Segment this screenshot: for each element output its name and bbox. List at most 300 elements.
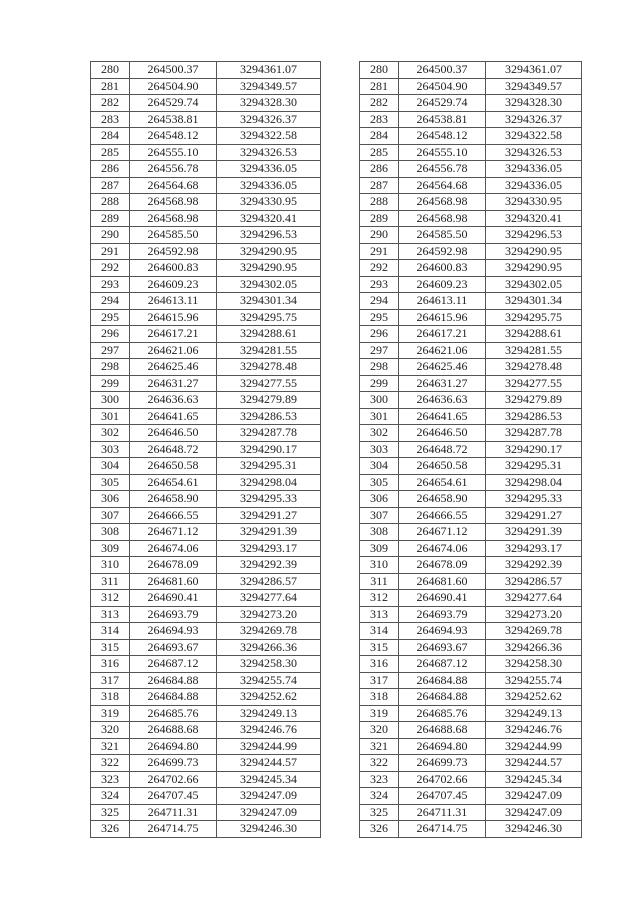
point-number-cell: 315: [91, 639, 130, 656]
y-coordinate-cell: 3294288.61: [217, 326, 321, 343]
y-coordinate-cell: 3294281.55: [486, 342, 582, 359]
x-coordinate-cell: 264617.21: [130, 326, 217, 343]
table-row: [91, 557, 321, 574]
point-number-cell: 313: [360, 606, 399, 623]
table-row: [360, 788, 582, 805]
x-coordinate-cell: 264592.98: [130, 243, 217, 260]
table-row: [91, 161, 321, 178]
y-coordinate-cell: 3294298.04: [486, 474, 582, 491]
table-row: [360, 771, 582, 788]
y-coordinate-cell: 3294301.34: [217, 293, 321, 310]
table-row: [91, 78, 321, 95]
table-row: [360, 590, 582, 607]
x-coordinate-cell: 264641.65: [399, 408, 486, 425]
point-number-cell: 324: [360, 788, 399, 805]
point-number-cell: 305: [91, 474, 130, 491]
table-row: [91, 755, 321, 772]
table-row: [91, 144, 321, 161]
point-number-cell: 308: [360, 524, 399, 541]
x-coordinate-cell: 264711.31: [399, 804, 486, 821]
y-coordinate-cell: 3294322.58: [486, 128, 582, 145]
point-number-cell: 304: [91, 458, 130, 475]
x-coordinate-cell: 264650.58: [130, 458, 217, 475]
table-row: [91, 590, 321, 607]
y-coordinate-cell: 3294290.17: [486, 441, 582, 458]
y-coordinate-cell: 3294291.27: [217, 507, 321, 524]
table-row: [91, 656, 321, 673]
table-row: [360, 177, 582, 194]
table-row: [91, 821, 321, 838]
y-coordinate-cell: 3294252.62: [217, 689, 321, 706]
y-coordinate-cell: 3294286.53: [217, 408, 321, 425]
table-row: [91, 606, 321, 623]
point-number-cell: 286: [91, 161, 130, 178]
table-row: [360, 722, 582, 739]
x-coordinate-cell: 264711.31: [130, 804, 217, 821]
table-row: [91, 722, 321, 739]
point-number-cell: 306: [360, 491, 399, 508]
point-number-cell: 285: [91, 144, 130, 161]
table-row: [91, 788, 321, 805]
x-coordinate-cell: 264585.50: [399, 227, 486, 244]
table-row: [91, 260, 321, 277]
y-coordinate-cell: 3294322.58: [217, 128, 321, 145]
table-row: [360, 62, 582, 79]
y-coordinate-cell: 3294302.05: [486, 276, 582, 293]
table-row: [360, 375, 582, 392]
x-coordinate-cell: 264681.60: [399, 573, 486, 590]
x-coordinate-cell: 264609.23: [399, 276, 486, 293]
y-coordinate-cell: 3294247.09: [486, 804, 582, 821]
point-number-cell: 299: [91, 375, 130, 392]
x-coordinate-cell: 264658.90: [399, 491, 486, 508]
coordinate-table-right: [359, 61, 582, 838]
coordinate-table-right-body: [360, 62, 582, 838]
x-coordinate-cell: 264625.46: [130, 359, 217, 376]
table-row: [360, 408, 582, 425]
point-number-cell: 326: [360, 821, 399, 838]
table-row: [91, 227, 321, 244]
point-number-cell: 311: [360, 573, 399, 590]
x-coordinate-cell: 264666.55: [399, 507, 486, 524]
table-row: [360, 540, 582, 557]
point-number-cell: 313: [91, 606, 130, 623]
table-row: [91, 738, 321, 755]
point-number-cell: 312: [91, 590, 130, 607]
x-coordinate-cell: 264615.96: [130, 309, 217, 326]
table-row: [360, 672, 582, 689]
point-number-cell: 300: [360, 392, 399, 409]
y-coordinate-cell: 3294336.05: [217, 161, 321, 178]
table-row: [360, 755, 582, 772]
x-coordinate-cell: 264694.93: [399, 623, 486, 640]
point-number-cell: 282: [360, 95, 399, 112]
table-row: [91, 177, 321, 194]
point-number-cell: 307: [360, 507, 399, 524]
table-row: [91, 276, 321, 293]
y-coordinate-cell: 3294326.37: [486, 111, 582, 128]
x-coordinate-cell: 264568.98: [399, 194, 486, 211]
y-coordinate-cell: 3294298.04: [217, 474, 321, 491]
y-coordinate-cell: 3294302.05: [217, 276, 321, 293]
x-coordinate-cell: 264556.78: [399, 161, 486, 178]
point-number-cell: 325: [360, 804, 399, 821]
x-coordinate-cell: 264666.55: [130, 507, 217, 524]
x-coordinate-cell: 264538.81: [399, 111, 486, 128]
point-number-cell: 306: [91, 491, 130, 508]
x-coordinate-cell: 264617.21: [399, 326, 486, 343]
point-number-cell: 292: [360, 260, 399, 277]
point-number-cell: 316: [91, 656, 130, 673]
coordinate-table-left-body: [91, 62, 321, 838]
y-coordinate-cell: 3294330.95: [217, 194, 321, 211]
table-row: [91, 111, 321, 128]
x-coordinate-cell: 264548.12: [130, 128, 217, 145]
point-number-cell: 305: [360, 474, 399, 491]
table-row: [360, 276, 582, 293]
point-number-cell: 311: [91, 573, 130, 590]
point-number-cell: 319: [91, 705, 130, 722]
table-row: [91, 392, 321, 409]
y-coordinate-cell: 3294287.78: [486, 425, 582, 442]
point-number-cell: 316: [360, 656, 399, 673]
y-coordinate-cell: 3294249.13: [486, 705, 582, 722]
table-row: [91, 524, 321, 541]
x-coordinate-cell: 264671.12: [399, 524, 486, 541]
point-number-cell: 304: [360, 458, 399, 475]
x-coordinate-cell: 264674.06: [130, 540, 217, 557]
point-number-cell: 292: [91, 260, 130, 277]
y-coordinate-cell: 3294295.75: [486, 309, 582, 326]
x-coordinate-cell: 264693.67: [399, 639, 486, 656]
x-coordinate-cell: 264658.90: [130, 491, 217, 508]
point-number-cell: 280: [91, 62, 130, 79]
point-number-cell: 312: [360, 590, 399, 607]
y-coordinate-cell: 3294246.30: [217, 821, 321, 838]
y-coordinate-cell: 3294252.62: [486, 689, 582, 706]
x-coordinate-cell: 264529.74: [399, 95, 486, 112]
table-row: [360, 573, 582, 590]
y-coordinate-cell: 3294245.34: [486, 771, 582, 788]
x-coordinate-cell: 264687.12: [399, 656, 486, 673]
table-row: [360, 342, 582, 359]
y-coordinate-cell: 3294291.39: [217, 524, 321, 541]
y-coordinate-cell: 3294295.33: [486, 491, 582, 508]
point-number-cell: 302: [360, 425, 399, 442]
table-row: [360, 260, 582, 277]
y-coordinate-cell: 3294296.53: [486, 227, 582, 244]
point-number-cell: 293: [360, 276, 399, 293]
table-row: [91, 804, 321, 821]
point-number-cell: 291: [360, 243, 399, 260]
y-coordinate-cell: 3294286.57: [486, 573, 582, 590]
x-coordinate-cell: 264685.76: [399, 705, 486, 722]
x-coordinate-cell: 264500.37: [399, 62, 486, 79]
table-row: [360, 606, 582, 623]
table-row: [360, 359, 582, 376]
table-row: [91, 194, 321, 211]
point-number-cell: 323: [360, 771, 399, 788]
x-coordinate-cell: 264636.63: [399, 392, 486, 409]
table-row: [360, 210, 582, 227]
y-coordinate-cell: 3294247.09: [217, 788, 321, 805]
table-row: [360, 738, 582, 755]
table-row: [360, 474, 582, 491]
table-row: [360, 821, 582, 838]
x-coordinate-cell: 264538.81: [130, 111, 217, 128]
point-number-cell: 302: [91, 425, 130, 442]
table-row: [91, 573, 321, 590]
table-row: [360, 441, 582, 458]
table-row: [360, 656, 582, 673]
point-number-cell: 318: [360, 689, 399, 706]
x-coordinate-cell: 264688.68: [130, 722, 217, 739]
point-number-cell: 295: [91, 309, 130, 326]
x-coordinate-cell: 264702.66: [399, 771, 486, 788]
y-coordinate-cell: 3294290.17: [217, 441, 321, 458]
y-coordinate-cell: 3294295.75: [217, 309, 321, 326]
y-coordinate-cell: 3294291.39: [486, 524, 582, 541]
point-number-cell: 283: [91, 111, 130, 128]
x-coordinate-cell: 264694.80: [130, 738, 217, 755]
x-coordinate-cell: 264500.37: [130, 62, 217, 79]
point-number-cell: 320: [360, 722, 399, 739]
point-number-cell: 307: [91, 507, 130, 524]
point-number-cell: 317: [360, 672, 399, 689]
x-coordinate-cell: 264654.61: [130, 474, 217, 491]
y-coordinate-cell: 3294361.07: [486, 62, 582, 79]
table-row: [91, 408, 321, 425]
point-number-cell: 321: [360, 738, 399, 755]
x-coordinate-cell: 264504.90: [130, 78, 217, 95]
y-coordinate-cell: 3294336.05: [217, 177, 321, 194]
point-number-cell: 289: [91, 210, 130, 227]
y-coordinate-cell: 3294326.37: [217, 111, 321, 128]
y-coordinate-cell: 3294296.53: [217, 227, 321, 244]
point-number-cell: 293: [91, 276, 130, 293]
table-row: [360, 194, 582, 211]
point-number-cell: 301: [360, 408, 399, 425]
point-number-cell: 325: [91, 804, 130, 821]
point-number-cell: 291: [91, 243, 130, 260]
y-coordinate-cell: 3294277.55: [217, 375, 321, 392]
y-coordinate-cell: 3294320.41: [217, 210, 321, 227]
point-number-cell: 315: [360, 639, 399, 656]
x-coordinate-cell: 264646.50: [399, 425, 486, 442]
table-row: [91, 425, 321, 442]
x-coordinate-cell: 264707.45: [399, 788, 486, 805]
y-coordinate-cell: 3294290.95: [486, 260, 582, 277]
table-row: [91, 771, 321, 788]
y-coordinate-cell: 3294279.89: [486, 392, 582, 409]
y-coordinate-cell: 3294258.30: [217, 656, 321, 673]
coordinate-table-left: [90, 61, 321, 838]
x-coordinate-cell: 264621.06: [399, 342, 486, 359]
point-number-cell: 310: [360, 557, 399, 574]
point-number-cell: 317: [91, 672, 130, 689]
point-number-cell: 300: [91, 392, 130, 409]
x-coordinate-cell: 264654.61: [399, 474, 486, 491]
point-number-cell: 319: [360, 705, 399, 722]
x-coordinate-cell: 264702.66: [130, 771, 217, 788]
table-row: [360, 557, 582, 574]
table-row: [360, 804, 582, 821]
table-row: [91, 474, 321, 491]
y-coordinate-cell: 3294249.13: [217, 705, 321, 722]
point-number-cell: 287: [91, 177, 130, 194]
table-row: [91, 458, 321, 475]
x-coordinate-cell: 264613.11: [130, 293, 217, 310]
x-coordinate-cell: 264609.23: [130, 276, 217, 293]
table-row: [91, 128, 321, 145]
table-row: [91, 359, 321, 376]
y-coordinate-cell: 3294290.95: [486, 243, 582, 260]
x-coordinate-cell: 264568.98: [130, 210, 217, 227]
x-coordinate-cell: 264636.63: [130, 392, 217, 409]
point-number-cell: 281: [360, 78, 399, 95]
y-coordinate-cell: 3294247.09: [217, 804, 321, 821]
x-coordinate-cell: 264707.45: [130, 788, 217, 805]
point-number-cell: 314: [360, 623, 399, 640]
table-row: [360, 705, 582, 722]
point-number-cell: 322: [91, 755, 130, 772]
x-coordinate-cell: 264592.98: [399, 243, 486, 260]
point-number-cell: 323: [91, 771, 130, 788]
x-coordinate-cell: 264699.73: [130, 755, 217, 772]
x-coordinate-cell: 264568.98: [130, 194, 217, 211]
point-number-cell: 303: [91, 441, 130, 458]
y-coordinate-cell: 3294326.53: [486, 144, 582, 161]
table-row: [360, 507, 582, 524]
point-number-cell: 280: [360, 62, 399, 79]
table-row: [360, 689, 582, 706]
table-row: [91, 639, 321, 656]
y-coordinate-cell: 3294328.30: [217, 95, 321, 112]
y-coordinate-cell: 3294320.41: [486, 210, 582, 227]
x-coordinate-cell: 264621.06: [130, 342, 217, 359]
x-coordinate-cell: 264504.90: [399, 78, 486, 95]
table-row: [91, 689, 321, 706]
point-number-cell: 296: [91, 326, 130, 343]
y-coordinate-cell: 3294244.99: [486, 738, 582, 755]
y-coordinate-cell: 3294281.55: [217, 342, 321, 359]
x-coordinate-cell: 264684.88: [399, 672, 486, 689]
y-coordinate-cell: 3294295.31: [217, 458, 321, 475]
y-coordinate-cell: 3294326.53: [217, 144, 321, 161]
table-row: [360, 95, 582, 112]
point-number-cell: 314: [91, 623, 130, 640]
x-coordinate-cell: 264555.10: [399, 144, 486, 161]
x-coordinate-cell: 264684.88: [399, 689, 486, 706]
x-coordinate-cell: 264615.96: [399, 309, 486, 326]
x-coordinate-cell: 264693.67: [130, 639, 217, 656]
y-coordinate-cell: 3294286.57: [217, 573, 321, 590]
x-coordinate-cell: 264714.75: [399, 821, 486, 838]
y-coordinate-cell: 3294269.78: [217, 623, 321, 640]
table-row: [360, 623, 582, 640]
x-coordinate-cell: 264555.10: [130, 144, 217, 161]
y-coordinate-cell: 3294277.64: [217, 590, 321, 607]
y-coordinate-cell: 3294246.76: [217, 722, 321, 739]
x-coordinate-cell: 264568.98: [399, 210, 486, 227]
point-number-cell: 298: [91, 359, 130, 376]
point-number-cell: 288: [91, 194, 130, 211]
point-number-cell: 324: [91, 788, 130, 805]
table-row: [360, 458, 582, 475]
x-coordinate-cell: 264687.12: [130, 656, 217, 673]
table-row: [360, 491, 582, 508]
x-coordinate-cell: 264600.83: [399, 260, 486, 277]
table-row: [91, 540, 321, 557]
x-coordinate-cell: 264600.83: [130, 260, 217, 277]
x-coordinate-cell: 264556.78: [130, 161, 217, 178]
y-coordinate-cell: 3294246.30: [486, 821, 582, 838]
y-coordinate-cell: 3294273.20: [217, 606, 321, 623]
y-coordinate-cell: 3294273.20: [486, 606, 582, 623]
y-coordinate-cell: 3294292.39: [486, 557, 582, 574]
y-coordinate-cell: 3294287.78: [217, 425, 321, 442]
x-coordinate-cell: 264694.80: [399, 738, 486, 755]
y-coordinate-cell: 3294301.34: [486, 293, 582, 310]
point-number-cell: 326: [91, 821, 130, 838]
x-coordinate-cell: 264684.88: [130, 689, 217, 706]
point-number-cell: 298: [360, 359, 399, 376]
x-coordinate-cell: 264631.27: [130, 375, 217, 392]
x-coordinate-cell: 264650.58: [399, 458, 486, 475]
y-coordinate-cell: 3294290.95: [217, 243, 321, 260]
y-coordinate-cell: 3294244.57: [486, 755, 582, 772]
point-number-cell: 283: [360, 111, 399, 128]
x-coordinate-cell: 264714.75: [130, 821, 217, 838]
x-coordinate-cell: 264678.09: [399, 557, 486, 574]
y-coordinate-cell: 3294278.48: [486, 359, 582, 376]
x-coordinate-cell: 264678.09: [130, 557, 217, 574]
point-number-cell: 288: [360, 194, 399, 211]
x-coordinate-cell: 264625.46: [399, 359, 486, 376]
point-number-cell: 318: [91, 689, 130, 706]
x-coordinate-cell: 264693.79: [399, 606, 486, 623]
point-number-cell: 310: [91, 557, 130, 574]
table-row: [91, 342, 321, 359]
table-row: [360, 144, 582, 161]
table-row: [360, 243, 582, 260]
y-coordinate-cell: 3294244.99: [217, 738, 321, 755]
point-number-cell: 294: [91, 293, 130, 310]
table-row: [91, 491, 321, 508]
y-coordinate-cell: 3294255.74: [486, 672, 582, 689]
x-coordinate-cell: 264641.65: [130, 408, 217, 425]
y-coordinate-cell: 3294328.30: [486, 95, 582, 112]
x-coordinate-cell: 264688.68: [399, 722, 486, 739]
y-coordinate-cell: 3294336.05: [486, 177, 582, 194]
point-number-cell: 295: [360, 309, 399, 326]
x-coordinate-cell: 264648.72: [130, 441, 217, 458]
point-number-cell: 299: [360, 375, 399, 392]
table-row: [360, 111, 582, 128]
table-row: [360, 161, 582, 178]
x-coordinate-cell: 264694.93: [130, 623, 217, 640]
x-coordinate-cell: 264648.72: [399, 441, 486, 458]
point-number-cell: 322: [360, 755, 399, 772]
point-number-cell: 285: [360, 144, 399, 161]
y-coordinate-cell: 3294266.36: [486, 639, 582, 656]
table-row: [360, 425, 582, 442]
table-row: [360, 639, 582, 656]
y-coordinate-cell: 3294244.57: [217, 755, 321, 772]
y-coordinate-cell: 3294349.57: [217, 78, 321, 95]
table-row: [360, 78, 582, 95]
table-row: [360, 227, 582, 244]
